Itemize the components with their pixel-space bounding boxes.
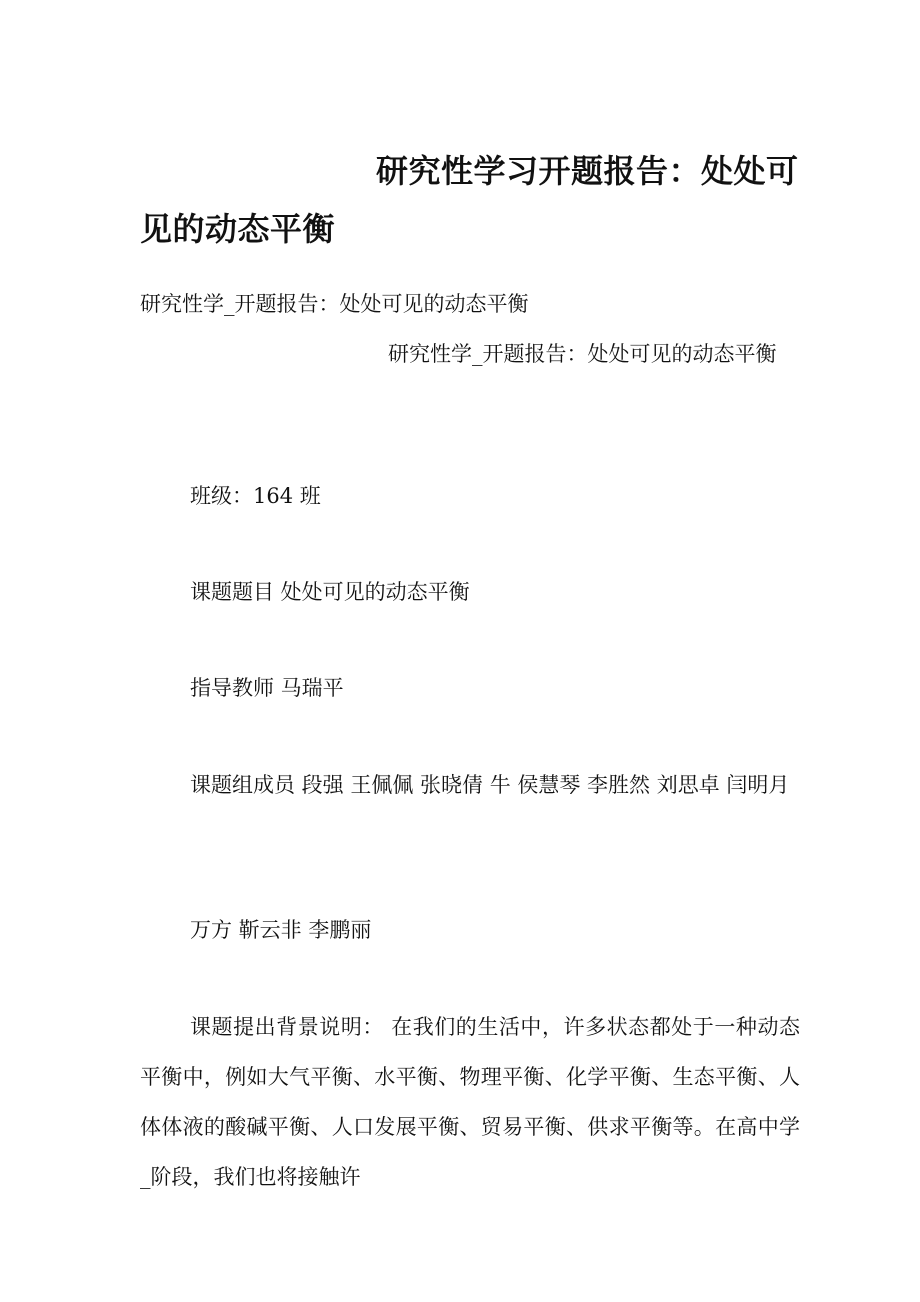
document-title: 研究性学习开题报告：处处可见的动态平衡 [140, 152, 799, 248]
advisor-line: 指导教师 马瑞平 [190, 676, 344, 700]
members-line: 课题组成员 段强 王佩佩 张晓倩 牛 侯慧琴 李胜然 刘思卓 闫明月 [190, 773, 790, 797]
subheading-line: 研究性学_开题报告：处处可见的动态平衡 [388, 342, 777, 366]
members-line-continued: 万方 靳云非 李鹏丽 [190, 918, 372, 942]
heading-line: 研究性学_开题报告：处处可见的动态平衡 [140, 292, 529, 316]
topic-line: 课题题目 处处可见的动态平衡 [190, 580, 470, 604]
class-line: 班级：164 班 [190, 484, 321, 508]
background-paragraph: 课题提出背景说明： 在我们的生活中，许多状态都处于一种动态平衡中，例如大气平衡、水平衡、物理平衡、化学平衡、生态平衡、人体体液的酸碱平衡、人口发展平衡、贸易平衡、供求平衡等。在高中学_阶段，我们也将接触许 [140, 1015, 800, 1189]
